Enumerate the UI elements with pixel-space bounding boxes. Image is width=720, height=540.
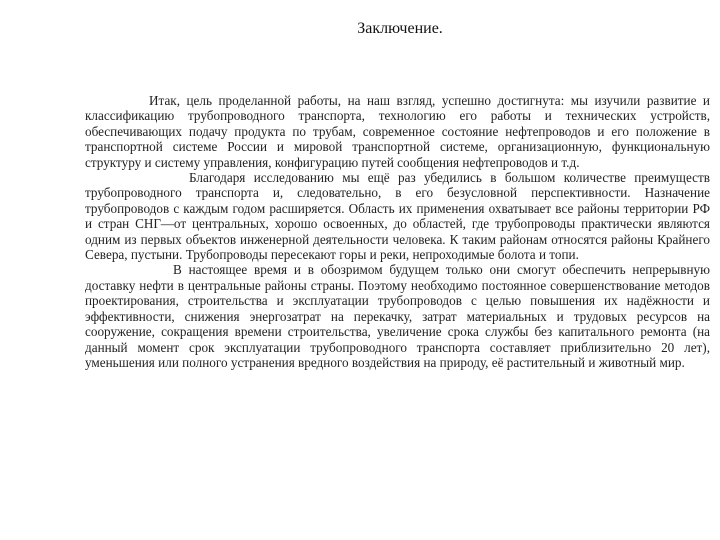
paragraph-future: В настоящее время и в обозримом будущем только они смогут обеспечить непрерывную доставку нефти в центральные районы страны. Поэтому необходимо постоянное совершенствование методов проектирования, строительства и эксплуатации трубопроводов с целью повышения их надёжности и эффективности, снижения энергозатрат на перекачку, затрат материальных и трудовых ресурсов на сооружение, сокращения времени строительства, увеличение срока службы без капитального ремонта (на данный момент срок эксплуатации трубопроводного транспорта составляет приблизительно 20 лет), уменьшения или полного устранения вредного воздействия на природу, её растительный и животный мир. — [85, 262, 710, 370]
paragraph-conclusion-goal: Итак, цель проделанной работы, на наш взгляд, успешно достигнута: мы изучили развитие и классификацию трубопроводного транспорта, технологию его работы и технических устройств, обеспечивающих подачу продукта по трубам, современное состояние нефтепроводов и его положение в транспортной системе России и мировой транспортной системе, организационную, функциональную структуру и систему управления, конфигурацию путей сообщения нефтепроводов и т.д. — [85, 93, 710, 170]
document-body — [85, 93, 710, 370]
paragraph-advantages: Благодаря исследованию мы ещё раз убедились в большом количестве преимуществ трубопроводного транспорта и, следовательно, в его безусловной перспективности. Назначение трубопроводов с каждым годом расширяется. Область их применения охватывает все районы территории РФ и стран СНГ—от центральных, хорошо освоенных, до областей, где трубопроводы практически являются одним из первых объектов инженерной деятельности человека. К таким районам относятся районы Крайнего Севера, пустыни. Трубопроводы пересекают горы и реки, непроходимые болота и топи. — [85, 170, 710, 263]
page-title: Заключение. — [357, 20, 443, 37]
